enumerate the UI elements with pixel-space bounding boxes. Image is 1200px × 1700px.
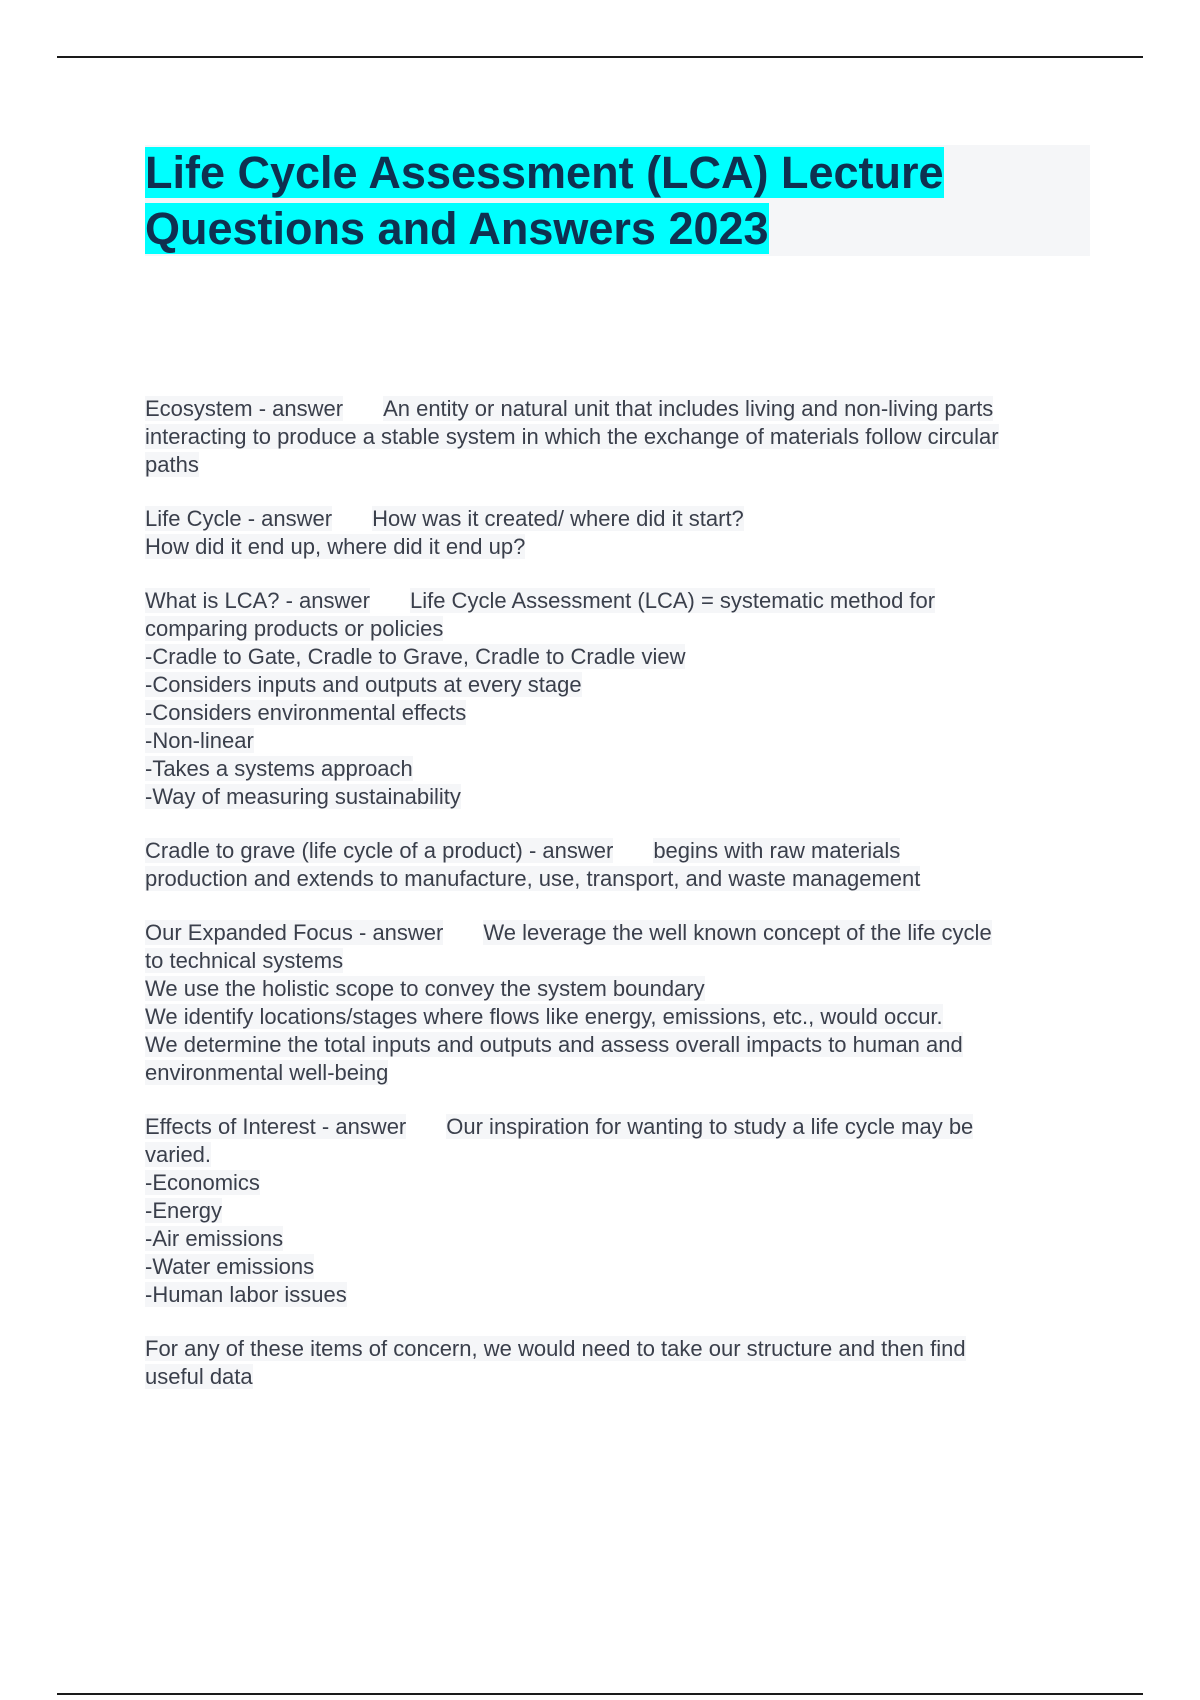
qa-answer-line: We use the holistic scope to convey the system boundary (145, 976, 705, 1001)
qa-answer-line: An entity or natural unit that includes living and non-living parts (383, 396, 994, 421)
qa-answer-line: -Energy (145, 1198, 223, 1223)
qa-list (145, 395, 1090, 1417)
qa-answer-line: -Takes a systems approach (145, 756, 413, 781)
qa-answer-line: paths (145, 452, 199, 477)
qa-term: What is LCA? - answer (145, 588, 370, 613)
qa-answer-line: useful data (145, 1364, 253, 1389)
qa-answer-line: begins with raw materials (653, 838, 901, 863)
qa-answer-line: -Considers environmental effects (145, 700, 467, 725)
top-rule (57, 56, 1143, 58)
qa-answer-line: Life Cycle Assessment (LCA) = systematic method for (409, 588, 936, 613)
qa-term: Cradle to grave (life cycle of a product) - answer (145, 838, 614, 863)
bottom-rule (57, 1693, 1143, 1695)
qa-entry-cradle-to-grave (145, 837, 1090, 893)
qa-term: Effects of Interest - answer (145, 1114, 407, 1139)
qa-answer-line: -Water emissions (145, 1254, 315, 1279)
qa-answer-line: -Human labor issues (145, 1282, 347, 1307)
qa-term: Ecosystem - answer (145, 396, 344, 421)
qa-entry-life-cycle (145, 505, 1090, 561)
qa-answer-line: -Non-linear (145, 728, 254, 753)
qa-entry-ecosystem (145, 395, 1090, 479)
qa-entry-concern-note (145, 1335, 1090, 1391)
title-line-2: Questions and Answers 2023 (145, 203, 769, 254)
qa-answer-line: production and extends to manufacture, use, transport, and waste management (145, 866, 921, 891)
qa-term: Our Expanded Focus - answer (145, 920, 444, 945)
qa-answer-line: We identify locations/stages where flows like energy, emissions, etc., would occur. (145, 1004, 943, 1029)
title-line-1: Life Cycle Assessment (LCA) Lecture (145, 147, 944, 198)
document-title (145, 145, 1090, 257)
qa-entry-what-is-lca (145, 587, 1090, 811)
qa-term: Life Cycle - answer (145, 506, 333, 531)
qa-answer-line: to technical systems (145, 948, 344, 973)
qa-answer-line: -Economics (145, 1170, 260, 1195)
qa-answer-line: For any of these items of concern, we would need to take our structure and then find (145, 1336, 966, 1361)
title-block (145, 145, 1090, 256)
qa-answer-line: varied. (145, 1142, 212, 1167)
qa-answer-line: -Cradle to Gate, Cradle to Grave, Cradle to Cradle view (145, 644, 686, 669)
qa-answer-line: comparing products or policies (145, 616, 444, 641)
document-body (145, 145, 1090, 1389)
qa-answer-line: -Considers inputs and outputs at every stage (145, 672, 582, 697)
qa-entry-expanded-focus (145, 919, 1090, 1087)
qa-answer-line: environmental well-being (145, 1060, 389, 1085)
qa-answer-line: -Air emissions (145, 1226, 284, 1251)
qa-answer-line: How did it end up, where did it end up? (145, 534, 526, 559)
qa-answer-line: How was it created/ where did it start? (372, 506, 744, 531)
qa-entry-effects-of-interest (145, 1113, 1090, 1309)
qa-answer-line: Our inspiration for wanting to study a life cycle may be (446, 1114, 974, 1139)
qa-answer-line: interacting to produce a stable system in which the exchange of materials follow circular (145, 424, 999, 449)
qa-answer-line: -Way of measuring sustainability (145, 784, 461, 809)
qa-answer-line: We leverage the well known concept of the life cycle (483, 920, 992, 945)
qa-answer-line: We determine the total inputs and outputs and assess overall impacts to human and (145, 1032, 963, 1057)
